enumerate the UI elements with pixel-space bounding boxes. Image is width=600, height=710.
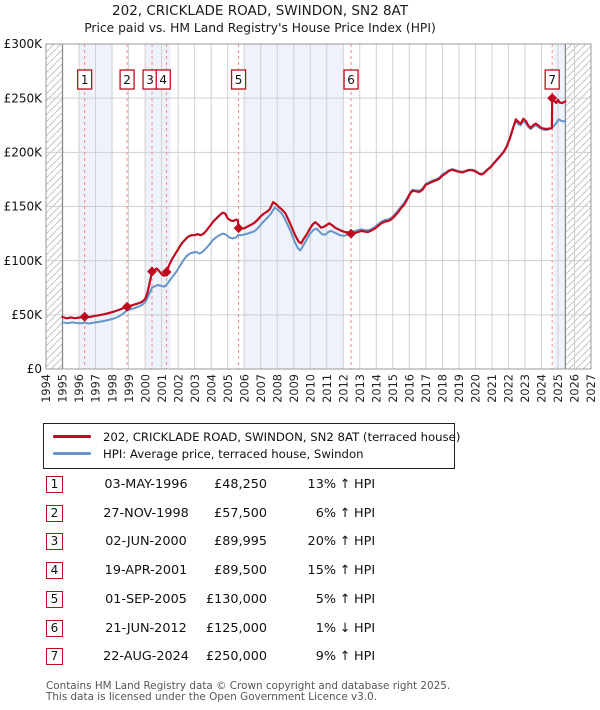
x-tick-label: 2013 [353, 374, 367, 403]
x-tick-label: 2023 [519, 374, 533, 403]
sale-label-number: 4 [159, 73, 168, 87]
sale-number-badge: 6 [46, 620, 63, 637]
x-tick-label: 2011 [320, 374, 334, 403]
x-tick-label: 2017 [420, 374, 434, 403]
sale-vs-hpi-label: HPI [354, 505, 376, 521]
sale-number-badge: 2 [46, 505, 63, 522]
sale-label-number: 3 [146, 73, 154, 87]
y-tick-label: £250K [3, 91, 42, 106]
legend-entry-hpi [44, 445, 454, 462]
x-tick-label: 2016 [403, 374, 417, 403]
sale-price: £48,250 [214, 477, 267, 492]
x-tick-label: 2001 [155, 374, 169, 403]
x-tick-label: 2004 [205, 374, 219, 403]
y-tick-label: £150K [3, 199, 42, 214]
footer-line-2: This data is licensed under the Open Government Licence v3.0. [46, 690, 378, 703]
sale-vs-hpi-arrow-icon: ↑ [339, 649, 351, 665]
page-subtitle: Price paid vs. HM Land Registry's House Price Index (HPI) [84, 21, 436, 35]
sale-vs-hpi-label: HPI [354, 563, 376, 579]
sale-row [0, 505, 600, 527]
x-tick-label: 2003 [188, 374, 202, 403]
sale-price: £250,000 [205, 649, 267, 665]
sale-vs-hpi-arrow-icon: ↑ [339, 591, 351, 607]
sale-marker [346, 229, 356, 239]
x-tick-label: 2014 [370, 374, 384, 403]
sale-date: 22-AUG-2024 [103, 649, 189, 665]
x-tick-label: 2021 [486, 374, 500, 403]
x-tick-label: 2025 [552, 374, 566, 403]
sale-vs-hpi-label: HPI [354, 620, 376, 636]
sale-vs-hpi-percent: 9% [315, 649, 336, 665]
x-tick-label: 2020 [469, 374, 483, 403]
sale-number-badge: 1 [46, 476, 63, 493]
page-title: 202, CRICKLADE ROAD, SWINDON, SN2 8AT [112, 3, 408, 19]
sale-vs-hpi-percent: 20% [307, 534, 336, 550]
sale-price: £89,995 [214, 534, 267, 550]
x-tick-label: 2006 [238, 374, 252, 403]
x-tick-label: 1998 [106, 374, 120, 403]
sale-price: £130,000 [205, 591, 267, 607]
x-tick-label: 2027 [585, 374, 599, 403]
footer-licence-text [46, 681, 450, 703]
sale-vs-hpi-percent: 5% [315, 591, 336, 607]
sale-row [0, 533, 600, 555]
hpi-line-swatch [53, 452, 91, 455]
sale-number-badge: 7 [46, 648, 63, 665]
sale-row [0, 591, 600, 613]
sale-date: 02-JUN-2000 [105, 534, 187, 550]
x-tick-label: 2007 [254, 374, 268, 403]
sale-number-badge: 4 [46, 562, 63, 579]
x-tick-label: 2009 [287, 374, 301, 403]
sale-label-number: 2 [123, 73, 131, 87]
sale-label-number: 5 [234, 73, 243, 87]
sale-date: 27-NOV-1998 [103, 505, 189, 521]
x-tick-label: 2012 [337, 374, 351, 403]
y-tick-label: £300K [3, 37, 42, 52]
sale-vs-hpi-label: HPI [354, 591, 376, 607]
x-tick-label: 2008 [271, 374, 285, 403]
x-tick-label: 2019 [453, 374, 467, 403]
sale-row [0, 648, 600, 670]
x-tick-label: 2026 [568, 374, 582, 403]
x-tick-label: 1994 [40, 374, 54, 403]
sale-number-badge: 3 [46, 533, 63, 550]
x-tick-label: 1999 [122, 374, 136, 403]
y-tick-label: £0 [26, 362, 42, 377]
sale-vs-hpi-label: HPI [354, 477, 376, 492]
x-tick-label: 1995 [56, 374, 70, 403]
sale-date: 21-JUN-2012 [105, 620, 187, 636]
sale-vs-hpi-percent: 13% [307, 477, 336, 492]
sale-vs-hpi-arrow-icon: ↓ [339, 620, 351, 636]
x-tick-label: 2010 [304, 374, 318, 403]
legend-label: HPI: Average price, terraced house, Swindon [103, 446, 364, 461]
sale-price: £89,500 [214, 563, 267, 579]
x-tick-label: 1997 [89, 374, 103, 403]
x-tick-label: 2024 [535, 374, 549, 403]
legend-entry-property [44, 428, 461, 445]
sale-vs-hpi-percent: 6% [315, 505, 336, 521]
legend-label: 202, CRICKLADE ROAD, SWINDON, SN2 8AT (terraced house) [103, 429, 461, 444]
sale-date: 19-APR-2001 [104, 563, 188, 579]
sale-price: £125,000 [205, 620, 267, 636]
sale-vs-hpi-arrow-icon: ↑ [339, 563, 351, 579]
x-tick-label: 2022 [502, 374, 516, 403]
sale-vs-hpi-percent: 15% [307, 563, 336, 579]
sale-vs-hpi-arrow-icon: ↑ [339, 505, 351, 521]
y-tick-label: £200K [3, 145, 42, 160]
y-tick-label: £100K [3, 253, 42, 268]
chart-legend [43, 423, 461, 469]
sale-vs-hpi-percent: 1% [315, 620, 336, 636]
sale-date: 03-MAY-1996 [104, 477, 188, 492]
sale-row [0, 562, 600, 584]
x-tick-label: 2005 [221, 374, 235, 403]
x-tick-label: 2018 [436, 374, 450, 403]
sale-row [0, 476, 600, 498]
x-tick-label: 2015 [387, 374, 401, 403]
x-tick-label: 1996 [73, 374, 87, 403]
sale-vs-hpi-label: HPI [354, 649, 376, 665]
sale-label-number: 1 [80, 73, 89, 87]
sale-label-number: 6 [347, 73, 355, 87]
sale-vs-hpi-arrow-icon: ↑ [339, 534, 351, 550]
x-tick-label: 2002 [172, 374, 186, 403]
sale-vs-hpi-label: HPI [354, 534, 376, 550]
x-tick-label: 2000 [139, 374, 153, 403]
sales-table [0, 476, 600, 681]
footer-line-1: Contains HM Land Registry data © Crown copyright and database right 2025. [46, 680, 451, 692]
sale-price: £57,500 [214, 505, 267, 521]
property-line-swatch [53, 435, 91, 438]
sale-vs-hpi-arrow-icon: ↑ [339, 477, 351, 492]
sale-number-badge: 5 [46, 591, 63, 608]
sale-date: 01-SEP-2005 [105, 591, 187, 607]
sale-label-number: 7 [548, 73, 557, 87]
sale-marker [234, 223, 244, 233]
sale-row [0, 620, 600, 642]
y-tick-label: £50K [11, 308, 42, 323]
